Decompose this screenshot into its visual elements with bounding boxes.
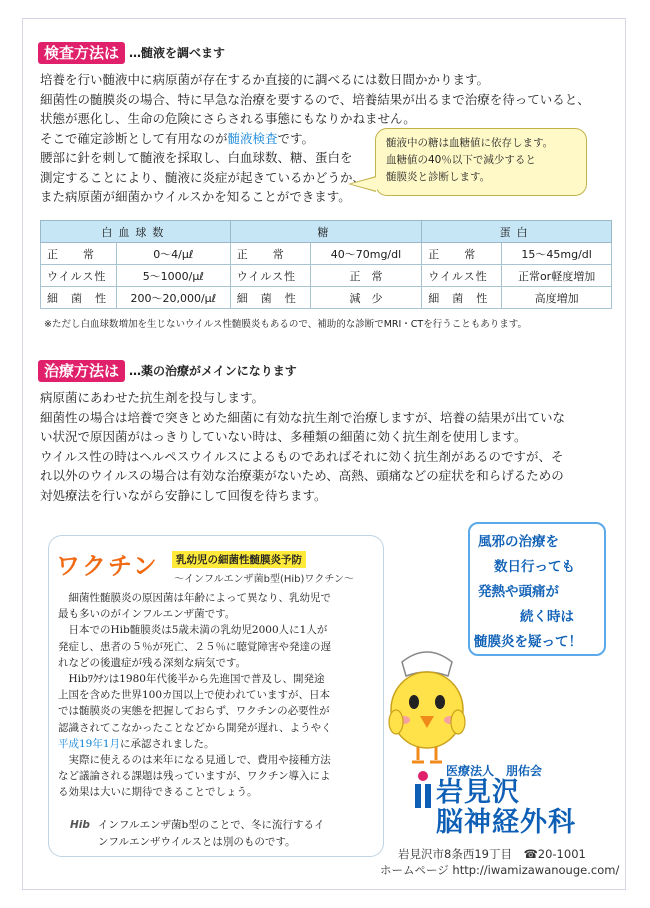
table-header-row [41, 221, 612, 243]
treatment-heading-row [38, 360, 297, 382]
row-value: 高度増加 [502, 287, 612, 309]
treatment-line: れ以外のウイルスの場合は有効な治療薬がないため、高熱、頭痛などの症状を和らげるための [40, 468, 564, 483]
hospital-name-line1: 岩見沢 [436, 777, 520, 808]
vaccine-line: れなどの後遺症が残る深刻な病気です。 [58, 656, 247, 669]
row-value: 0〜4/μℓ [116, 243, 230, 265]
hib-line: インフルエンザ菌b型のことで、冬に流行するイ [97, 819, 325, 831]
glucose-callout [375, 128, 587, 196]
exam-line: 測定することにより、髄液に炎症が起きているかどうか、 [40, 169, 366, 185]
row-label: 細 菌 性 [41, 287, 117, 309]
header-glucose: 糖 [230, 221, 422, 243]
hospital-name [436, 778, 576, 838]
approval-date: 平成19年1月 [58, 737, 121, 750]
row-label: 正 常 [230, 243, 310, 265]
vaccine-text [58, 590, 332, 801]
row-value: 5〜1000/μℓ [116, 265, 230, 287]
vaccine-line: など議論される課題は残っていますが、ワクチン導入によ [58, 770, 331, 783]
row-label: 正 常 [422, 243, 502, 265]
vaccine-line: 上国を含めた世界100カ国以上で使われていますが、日本 [58, 689, 331, 702]
exam-line: 細菌性の髄膜炎の場合、特に早急な治療を要するので、培養結果が出るまで治療を待っていると、 [40, 91, 590, 107]
hospital-homepage-link[interactable]: ホームページ http://iwamizawanouge.com/ [380, 863, 620, 877]
hib-lines [98, 817, 325, 851]
treatment-paragraph [40, 388, 565, 505]
vaccine-line: 最も多いのがインフルエンザ菌です。 [58, 608, 236, 621]
row-label: 細 菌 性 [422, 287, 502, 309]
row-value: 40〜70mg/dl [310, 243, 422, 265]
vaccine-subtitle: 〜インフルエンザ菌b型(Hib)ワクチン〜 [174, 574, 354, 585]
row-value: 15〜45mg/dl [502, 243, 612, 265]
warning-line: 数日行っても [494, 559, 575, 575]
treatment-heading: 治療方法は [38, 360, 125, 382]
row-label: 細 菌 性 [230, 287, 310, 309]
hospital-address: 岩見沢市8条西19丁目 ☎20-1001 [398, 847, 586, 861]
exam-heading-row [38, 42, 225, 64]
vaccine-badge: 乳幼児の細菌性髄膜炎予防 [172, 551, 306, 568]
hib-footnote [70, 817, 325, 851]
callout-line: 髄液中の糖は血糖値に依存します。 [386, 137, 554, 149]
row-value: 正 常 [310, 265, 422, 287]
treatment-line: 対処療法を行いながら安静にして回復を待ちます。 [40, 487, 327, 503]
row-value: 200〜20,000/μℓ [116, 287, 230, 309]
vaccine-line: 認識されてこなかったことなどから開発が遅れ、ようやく [58, 721, 332, 734]
header-wbc: 白血球数 [41, 221, 231, 243]
hospital-org: 医療法人 朋佑会 [446, 764, 543, 778]
vaccine-line-approval: 平成19年1月に承認されました。 [58, 737, 215, 750]
row-label: ウイルス性 [41, 265, 117, 287]
warning-line: 髄膜炎を疑って！ [474, 634, 582, 650]
exam-line-diagnosis: そこで確定診断として有用なのが髄液検査です。 [40, 130, 315, 146]
vaccine-line: では髄膜炎の実態を把握しておらず、ワクチンの必要性が [58, 705, 330, 718]
vaccine-title: ワクチン [56, 552, 159, 580]
row-label: 正 常 [41, 243, 117, 265]
warning-line: 続く時は [520, 609, 574, 625]
exam-subheading: …髄液を調べます [129, 46, 226, 60]
chick-nurse-mascot-icon [382, 640, 472, 770]
hib-tag: Hib [70, 819, 90, 831]
vaccine-line: 発症し、患者の５％が死亡、２５％に聴覚障害や発達の遅 [58, 640, 331, 653]
vaccine-line: 実際に使えるのは来年になる見通しで、費用や接種方法 [58, 754, 331, 767]
csf-results-table [40, 220, 612, 309]
exam-line: 培養を行い髄液中に病原菌が存在するか直接的に調べるには数日間かかります。 [40, 72, 490, 87]
table-note: ※ただし白血球数増加を生じないウイルス性髄膜炎もあるので、補助的な診断でMRI・CTを行うこともあります。 [44, 319, 527, 330]
hib-line: ンフルエンザウイルスとは別のものです。 [97, 836, 296, 848]
table-row [41, 265, 612, 287]
treatment-line: ウイルス性の時はヘルペスウイルスによるものであればそれに効く抗生剤があるのですが、そ [40, 448, 564, 464]
exam-line: 腰部に針を刺して髄液を採取し、白血球数、糖、蛋白を [40, 150, 353, 165]
treatment-line: 細菌性の場合は培養で突きとめた細菌に有効な抗生剤で治療しますが、培養の結果が出ていな [40, 409, 566, 425]
header-protein: 蛋白 [422, 221, 612, 243]
callout-line: 髄膜炎と診断します。 [386, 171, 491, 183]
exam-line: 状態が悪化し、生命の危険にさらされる事態にもなりかねません。 [40, 111, 416, 126]
vaccine-line: 細菌性髄膜炎の原因菌は年齢によって異なり、乳幼児で [58, 592, 331, 604]
row-label: ウイルス性 [230, 265, 310, 287]
vaccine-line: 日本でのHib髄膜炎は5歳未満の乳幼児2000人に1人が [58, 624, 328, 637]
exam-line: また病原菌が細菌かウイルスかを知ることができます。 [40, 189, 351, 204]
row-label: ウイルス性 [422, 265, 502, 287]
vaccine-line: る効果は大いに期待できることでしょう。 [58, 786, 258, 799]
warning-line: 発熱や頭痛が [478, 584, 559, 600]
callout-line: 血糖値の40％以下で減少すると [386, 154, 536, 166]
callout-tail-inner [351, 177, 377, 191]
csf-test-highlight: 髄液検査 [227, 130, 278, 146]
table-row [41, 243, 612, 265]
exam-heading: 検査方法は [38, 42, 125, 64]
hospital-name-line2: 脳神経外科 [436, 807, 576, 838]
row-value: 正常or軽度増加 [502, 265, 612, 287]
treatment-line: 病原菌にあわせた抗生剤を投与します。 [40, 390, 265, 405]
row-value: 減 少 [310, 287, 422, 309]
table-row [41, 287, 612, 309]
warning-line: 風邪の治療を [478, 534, 559, 550]
vaccine-line: Hibﾜｸﾁﾝは1980年代後半から先進国で普及し、開発途 [58, 673, 325, 686]
treatment-subheading: …薬の治療がメインになります [129, 364, 297, 378]
hospital-logo-icon [412, 770, 434, 810]
treatment-line: い状況で原因菌がはっきりしていない時は、多種類の細菌に効く抗生剤を使用します。 [40, 429, 527, 444]
